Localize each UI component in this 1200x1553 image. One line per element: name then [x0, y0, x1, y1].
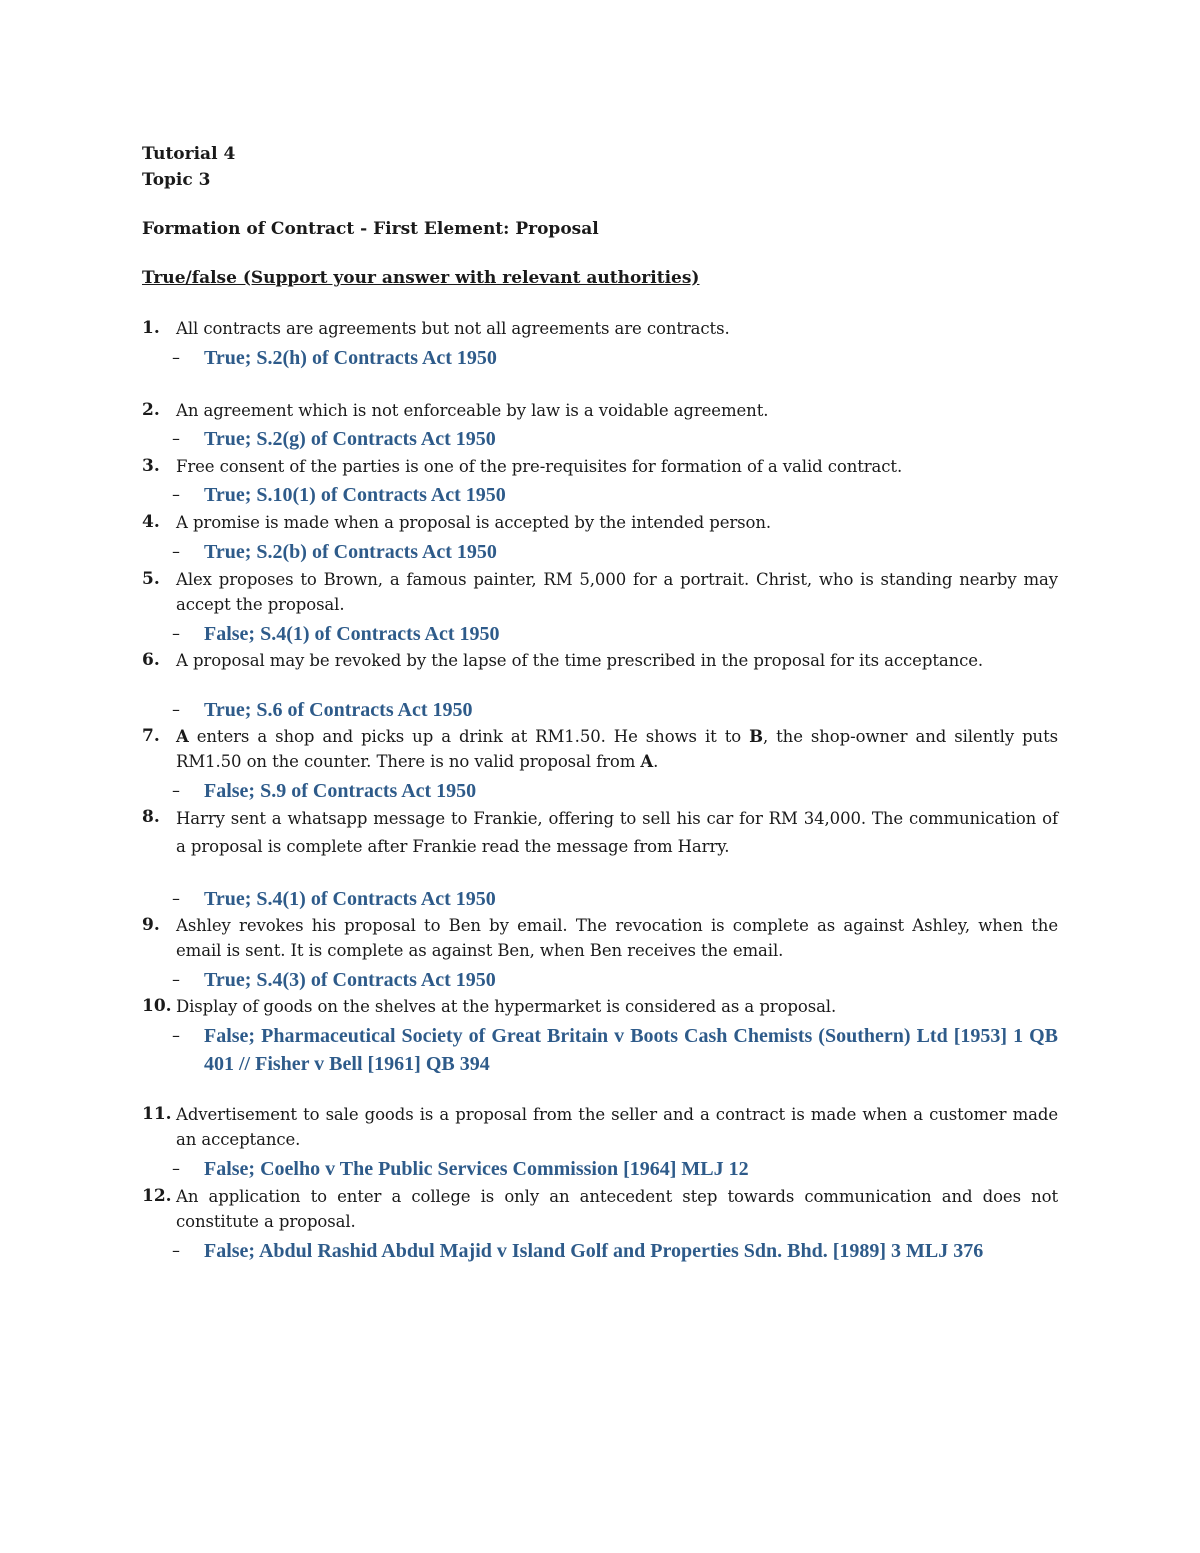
answer-dash: –: [172, 485, 180, 504]
question-number: 5.: [142, 569, 160, 589]
question-number: 2.: [142, 400, 160, 420]
question-number: 10.: [142, 996, 172, 1016]
answer-dash: –: [172, 970, 180, 989]
answer-dash: –: [172, 1159, 180, 1178]
answer-dash: –: [172, 348, 180, 367]
answer: [172, 1155, 1058, 1183]
question-number: 11.: [142, 1104, 172, 1124]
answer-dash: –: [172, 781, 180, 800]
question-text: A promise is made when a proposal is accepted by the intended person.: [176, 513, 772, 532]
answer-dash: –: [172, 624, 180, 643]
question-text: Ashley revokes his proposal to Ben by email. The revocation is complete as against Ashley, when the email is sent. It is complete as against Ben, when Ben receives the email.: [176, 916, 1058, 960]
answer: [172, 777, 1058, 805]
question-text: All contracts are agreements but not all agreements are contracts.: [176, 319, 730, 338]
answer: [172, 966, 1058, 994]
answer: [172, 344, 1058, 372]
question-text: An agreement which is not enforceable by law is a voidable agreement.: [176, 401, 769, 420]
answer-dash: –: [172, 542, 180, 561]
answer-dash: –: [172, 1241, 180, 1260]
answer-text: True; S.10(1) of Contracts Act 1950: [204, 484, 506, 506]
party-b: B: [749, 727, 763, 746]
answer-text: True; S.4(1) of Contracts Act 1950: [204, 888, 496, 910]
answer-text: True; S.2(b) of Contracts Act 1950: [204, 541, 497, 563]
answer: [172, 1022, 1058, 1078]
question-number: 7.: [142, 726, 160, 746]
answer-text: True; S.6 of Contracts Act 1950: [204, 699, 473, 721]
question-number: 4.: [142, 512, 160, 532]
question-number: 12.: [142, 1186, 172, 1206]
answer-text: False; Pharmaceutical Society of Great Britain v Boots Cash Chemists (Southern) Ltd [1953] 1 QB 401 // Fisher v Bell [1961] QB 394: [204, 1025, 1058, 1075]
answer-text: False; Coelho v The Public Services Commission [1964] MLJ 12: [204, 1158, 749, 1180]
answer: [172, 425, 1058, 453]
answer-dash: –: [172, 889, 180, 908]
question-number: 8.: [142, 807, 160, 827]
question-text: Advertisement to sale goods is a proposal from the seller and a contract is made when a customer made an acceptance.: [176, 1105, 1058, 1149]
question-number: 6.: [142, 650, 160, 670]
document-title: Formation of Contract - First Element: Proposal: [142, 219, 599, 239]
question-number: 9.: [142, 915, 160, 935]
party-a: A: [176, 727, 189, 746]
party-a: A: [640, 752, 654, 771]
question-text-part: , the shop-owner and silently puts RM1.50 on the counter. There is no valid proposal from: [176, 727, 1058, 771]
question-text: Alex proposes to Brown, a famous painter, RM 5,000 for a portrait. Christ, who is standing nearby may accept the proposal.: [176, 570, 1058, 614]
answer: [172, 885, 1058, 913]
answer: [172, 538, 1058, 566]
question-number: 1.: [142, 318, 160, 338]
answer-text: True; S.2(g) of Contracts Act 1950: [204, 428, 496, 450]
answer-text: False; Abdul Rashid Abdul Majid v Island Golf and Properties Sdn. Bhd. [1989] 3 MLJ 376: [204, 1240, 984, 1262]
answer-dash: –: [172, 429, 180, 448]
question-text: Free consent of the parties is one of the pre-requisites for formation of a valid contract.: [176, 457, 903, 476]
answer: [172, 620, 1058, 648]
question-text: A proposal may be revoked by the lapse of the time prescribed in the proposal for its acceptance.: [176, 651, 984, 670]
answer: [172, 481, 1058, 509]
answer: [172, 1237, 1058, 1265]
answer-text: True; S.2(h) of Contracts Act 1950: [204, 347, 497, 369]
question-text: Harry sent a whatsapp message to Frankie, offering to sell his car for RM 34,000. The communication of a proposal is complete after Frankie read the message from Harry.: [176, 809, 1058, 856]
answer: [172, 696, 1058, 724]
tutorial-label: Tutorial 4: [142, 144, 236, 164]
instruction-heading: True/false (Support your answer with relevant authorities): [142, 268, 700, 288]
answer-text: False; S.4(1) of Contracts Act 1950: [204, 623, 500, 645]
answer-dash: –: [172, 700, 180, 719]
answer-text: True; S.4(3) of Contracts Act 1950: [204, 969, 496, 991]
answer-dash: –: [172, 1026, 180, 1045]
question-text: An application to enter a college is only an antecedent step towards communication and does not constitute a proposal.: [176, 1187, 1058, 1231]
question-text-part: .: [653, 752, 659, 771]
question-text: Display of goods on the shelves at the hypermarket is considered as a proposal.: [176, 997, 837, 1016]
topic-label: Topic 3: [142, 170, 211, 190]
question-number: 3.: [142, 456, 160, 476]
question-text-part: enters a shop and picks up a drink at RM1.50. He shows it to: [188, 727, 750, 746]
question-text: [176, 724, 1058, 774]
answer-text: False; S.9 of Contracts Act 1950: [204, 780, 477, 802]
